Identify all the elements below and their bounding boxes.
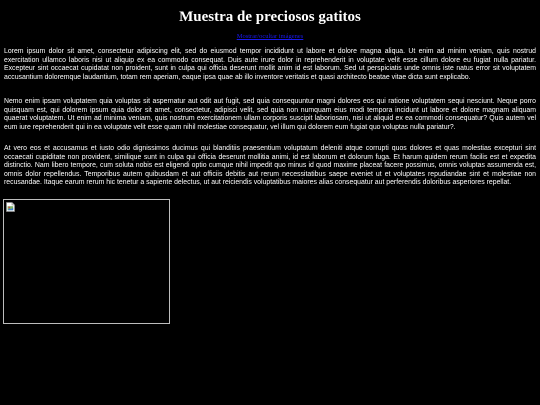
- toggle-images-link-container: [0, 33, 540, 41]
- paragraph-2: Nemo enim ipsam voluptatem quia voluptas sit aspernatur aut odit aut fugit, sed quia consequuntur magni dolores eos qui ratione voluptatem sequi nesciunt. Neque porro quisquam est, qui dolorem ipsum quia dolor sit amet, consectetur, adipisci velit, sed quia non numquam eius modi tempora incidunt ut labore et dolore magnam aliquam quaerat voluptatem. Ut enim ad minima veniam, quis nostrum exercitationem ullam corporis suscipit laboriosam, nisi ut aliquid ex ea commodi consequatur? Quis autem vel eum iure reprehenderit qui in ea voluptate velit esse quam nihil molestiae consequatur, vel illum qui dolorem eum fugiat quo voluptas nulla pariatur?.: [4, 98, 536, 131]
- paragraph-3: At vero eos et accusamus et iusto odio dignissimos ducimus qui blanditiis praesentium voluptatum deleniti atque corrupti quos dolores et quas molestias excepturi sint occaecati cupiditate non provident, similique sunt in culpa qui officia deserunt mollitia animi, id est laborum et dolorum fuga. Et harum quidem rerum facilis est et expedita distinctio. Nam libero tempore, cum soluta nobis est eligendi optio cumque nihil impedit quo minus id quod maxime placeat facere possimus, omnis voluptas assumenda est, omnis dolor repellendus. Temporibus autem quibusdam et aut officiis debitis aut rerum necessitatibus saepe eveniet ut et voluptates repudiandae sint et molestiae non recusandae. Itaque earum rerum hic tenetur a sapiente delectus, ut aut reiciendis voluptatibus maiores alias consequatur aut perferendis doloribus asperiores repellat.: [4, 145, 536, 186]
- broken-image-icon: [6, 202, 15, 212]
- page-title: Muestra de preciosos gatitos: [179, 9, 361, 25]
- toggle-images-link[interactable]: Mostrar/ocultar imágenes: [236, 33, 304, 40]
- kitten-image-placeholder: [3, 199, 170, 324]
- paragraph-1: Lorem ipsum dolor sit amet, consectetur adipiscing elit, sed do eiusmod tempor incididunt ut labore et dolore magna aliqua. Ut enim ad minim veniam, quis nostrud exercitation ullamco laboris nisi ut aliquip ex ea commodo consequat. Duis aute irure dolor in reprehenderit in voluptate velit esse cillum dolore eu fugiat nulla pariatur. Excepteur sint occaecat cupidatat non proident, sunt in culpa qui officia deserunt mollit anim id est laborum. Sed ut perspiciatis unde omnis iste natus error sit voluptatem accusantium doloremque laudantium, totam rem aperiam, eaque ipsa quae ab illo inventore veritatis et quasi architecto beatae vitae dicta sunt explicabo.: [4, 48, 536, 81]
